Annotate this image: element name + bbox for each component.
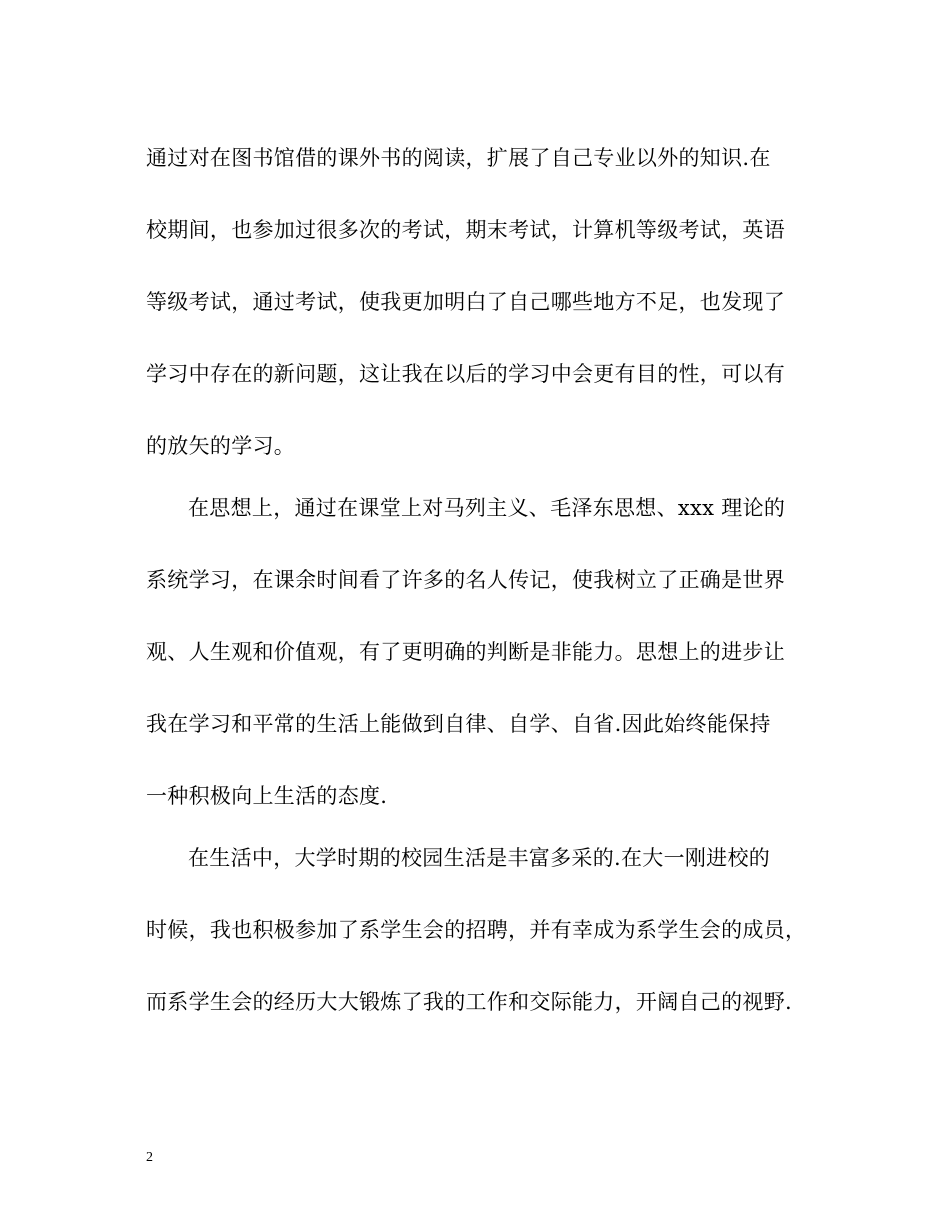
text-line: 我在学习和平常的生活上能做到自律、自学、自省.因此始终能保持 <box>146 712 771 736</box>
text-line: 系统学习，在课余时间看了许多的名人传记，使我树立了正确是世界 <box>146 568 785 592</box>
text-line: 通过对在图书馆借的课外书的阅读，扩展了自己专业以外的知识.在 <box>146 146 771 170</box>
text-line: 时候，我也积极参加了系学生会的招聘，并有幸成为系学生会的成员， <box>146 918 807 942</box>
paragraph-start-line: 在生活中，大学时期的校园生活是丰富多采的.在大一刚进校的 <box>188 846 771 870</box>
text-line: 观、人生观和价值观，有了更明确的判断是非能力。思想上的进步让 <box>146 640 785 664</box>
text-line: 的放矢的学习。 <box>146 434 296 458</box>
text-line: 等级考试，通过考试，使我更加明白了自己哪些地方不足，也发现了 <box>146 290 785 314</box>
text-line: 而系学生会的经历大大锻炼了我的工作和交际能力，开阔自己的视野. <box>146 990 792 1014</box>
text-line: 校期间，也参加过很多次的考试，期末考试，计算机等级考试，英语 <box>146 218 785 242</box>
text-line: 学习中存在的新问题，这让我在以后的学习中会更有目的性，可以有 <box>146 362 785 386</box>
page-number: 2 <box>146 1150 153 1165</box>
paragraph-start-line: 在思想上，通过在课堂上对马列主义、毛泽东思想、xxx 理论的 <box>188 496 786 520</box>
text-line: 一种积极向上生活的态度. <box>146 784 388 808</box>
